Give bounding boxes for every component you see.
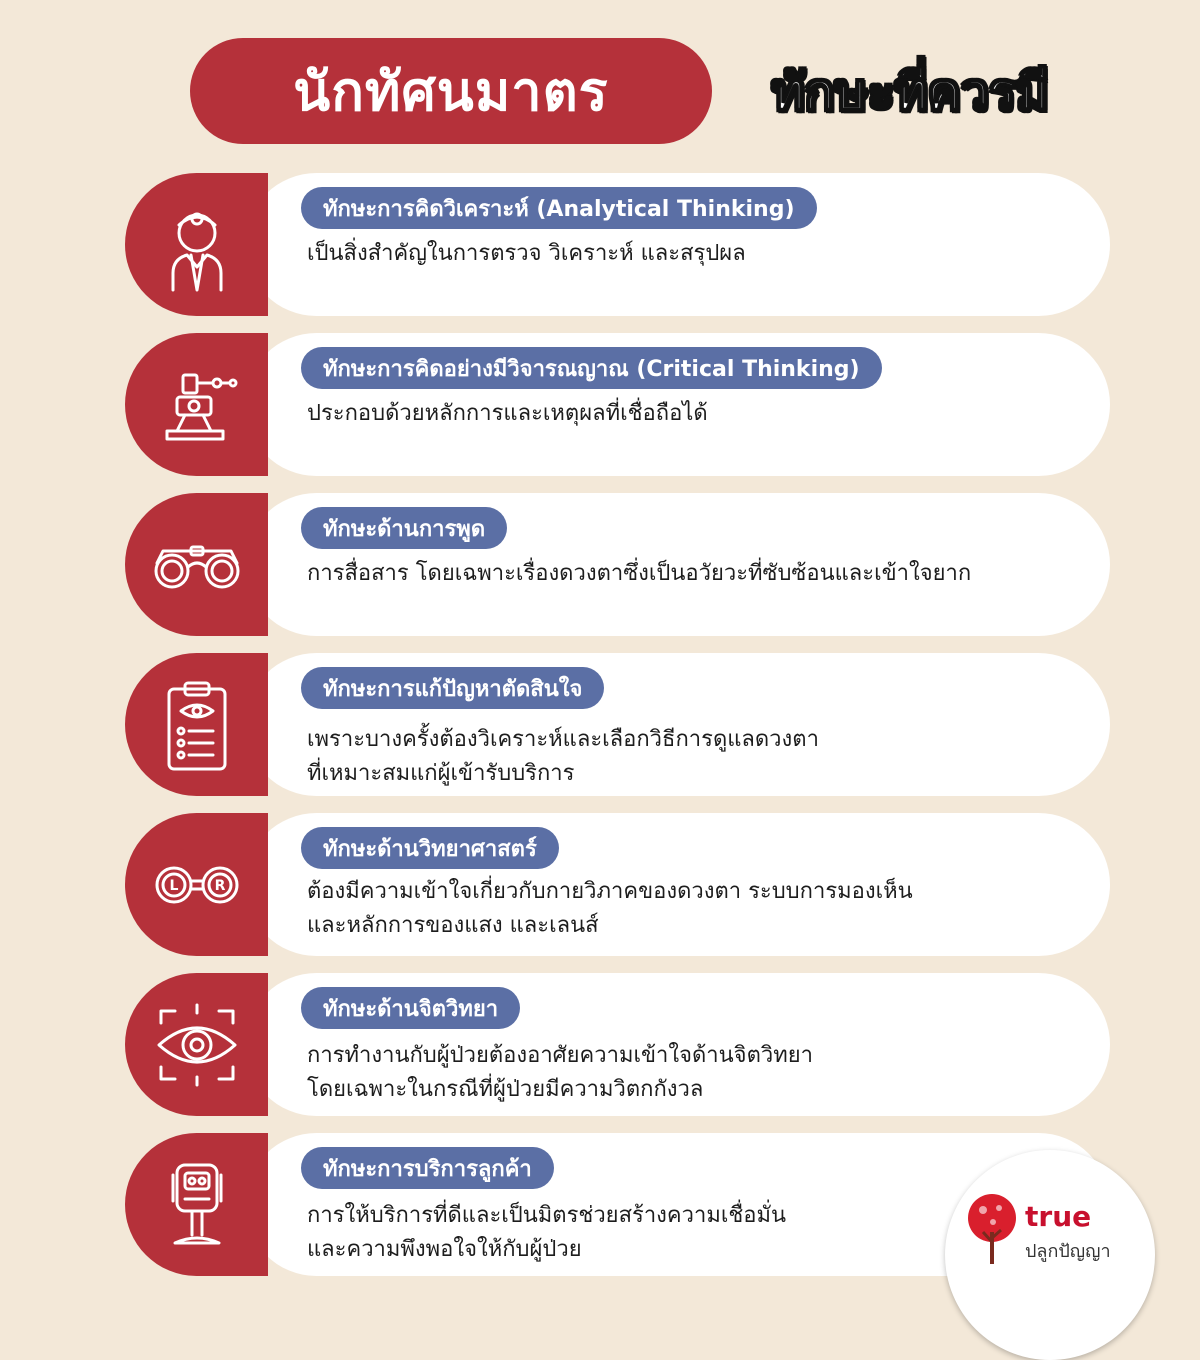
skill-heading: ทักษะการแก้ปัญหาตัดสินใจ	[301, 667, 604, 709]
description-line: ที่เหมาะสมแก่ผู้เข้ารับบริการ	[307, 761, 575, 786]
skill-heading: ทักษะด้านวิทยาศาสตร์	[301, 827, 559, 869]
trial-frame-glasses-icon	[147, 515, 247, 615]
lens-label-right: R	[214, 877, 225, 894]
skill-description	[307, 723, 1107, 791]
icon-badge	[125, 973, 268, 1116]
icon-badge	[125, 493, 268, 636]
description-line: การทำงานกับผู้ป่วยต้องอาศัยความเข้าใจด้านจิตวิทยา	[307, 1043, 813, 1068]
page-subtitle: ทักษะที่ควรมี	[771, 62, 1049, 121]
logo-brand: true	[1025, 1200, 1092, 1233]
description-line: เป็นสิ่งสำคัญในการตรวจ วิเคราะห์ และสรุปผล	[307, 241, 746, 266]
skill-card-speaking	[125, 493, 1110, 636]
eye-scan-icon	[147, 995, 247, 1095]
doctor-head-mirror-icon	[147, 195, 247, 295]
description-line: และหลักการของแสง และเลนส์	[307, 913, 599, 938]
description-line: และความพึงพอใจให้กับผู้ป่วย	[307, 1237, 582, 1262]
skill-card-analytical	[125, 173, 1110, 316]
skill-description	[307, 237, 1107, 271]
page-title: นักทัศนมาตร	[190, 38, 712, 144]
eye-checklist-clipboard-icon	[147, 675, 247, 775]
skill-heading: ทักษะด้านการพูด	[301, 507, 507, 549]
description-line: ต้องมีความเข้าใจเกี่ยวกับกายวิภาคของดวงตา ระบบการมองเห็น	[307, 879, 913, 904]
skill-card-decision	[125, 653, 1110, 796]
eye-exam-instrument-icon	[147, 355, 247, 455]
skill-heading: ทักษะการคิดอย่างมีวิจารณญาณ (Critical Thinking)	[301, 347, 882, 389]
true-plookpanya-logo	[945, 1150, 1155, 1360]
skill-heading: ทักษะการคิดวิเคราะห์ (Analytical Thinking)	[301, 187, 817, 229]
icon-badge	[125, 1133, 268, 1276]
skill-card-science	[125, 813, 1110, 956]
lens-label-left: L	[169, 877, 178, 894]
description-line: ประกอบด้วยหลักการและเหตุผลที่เชื่อถือได้	[307, 401, 708, 426]
icon-badge	[125, 653, 268, 796]
description-line: การสื่อสาร โดยเฉพาะเรื่องดวงตาซึ่งเป็นอวัยวะที่ซับซ้อนและเข้าใจยาก	[307, 561, 972, 586]
skill-description	[307, 557, 1107, 591]
skill-card-critical	[125, 333, 1110, 476]
description-line: เพราะบางครั้งต้องวิเคราะห์และเลือกวิธีการดูแลดวงตา	[307, 727, 819, 752]
tree-logo-icon	[963, 1192, 1021, 1270]
skill-description	[307, 875, 1107, 943]
skill-description	[307, 1039, 1107, 1107]
logo-tagline: ปลูกปัญญา	[1025, 1241, 1111, 1262]
description-line: โดยเฉพาะในกรณีที่ผู้ป่วยมีความวิตกกังวล	[307, 1077, 704, 1102]
skill-card-psychology	[125, 973, 1110, 1116]
skill-heading: ทักษะด้านจิตวิทยา	[301, 987, 520, 1029]
contact-lens-case-icon	[147, 835, 247, 935]
skill-description	[307, 397, 1107, 431]
skill-heading: ทักษะการบริการลูกค้า	[301, 1147, 554, 1189]
eye-machine-device-icon	[147, 1155, 247, 1255]
icon-badge	[125, 333, 268, 476]
icon-badge	[125, 173, 268, 316]
description-line: การให้บริการที่ดีและเป็นมิตรช่วยสร้างความเชื่อมั่น	[307, 1203, 787, 1228]
icon-badge	[125, 813, 268, 956]
